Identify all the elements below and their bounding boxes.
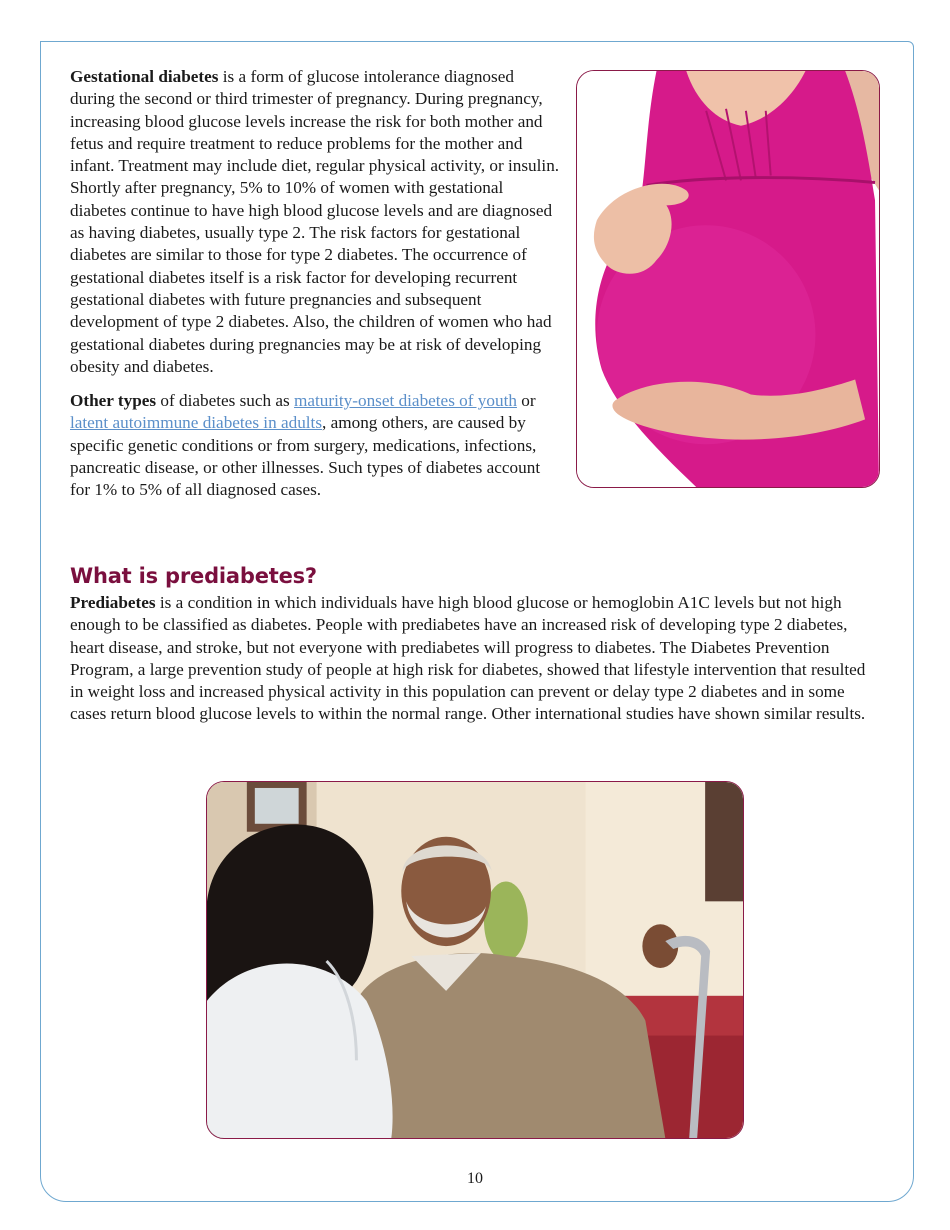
lada-link[interactable]: latent autoimmune diabetes in adults [70, 413, 323, 433]
left-column [70, 66, 562, 514]
other-types-paragraph [70, 390, 562, 501]
prediabetes-term: Prediabetes [70, 593, 156, 612]
prediabetes-text: is a condition in which individuals have high blood glucose or hemoglobin A1C levels but not high enough to be classified as diabetes. People with prediabetes have an increased risk of developing type 2 diabetes, heart disease, and stroke, but not everyone with prediabetes will progress to diabetes. The Diabetes Prevention Program, a large prevention study of people at high risk for diabetes, showed that lifestyle intervention that resulted in weight loss and increased physical activity in this population can prevent or delay type 2 diabetes and in some cases return blood glucose levels to within the normal range. Other international studies have shown similar results. [70, 593, 866, 724]
other-types-text-before: of diabetes such as [156, 391, 295, 411]
gestational-text: is a form of glucose intolerance diagnosed during the second or third trimester of pregnancy. During pregnancy, increasing blood glucose levels increase the risk for both mother and fetus and require treatment to reduce problems for the mother and infant. Treatment may include diet, regular physical activity, or insulin. Shortly after pregnancy, 5% to 10% of women with gestational diabetes continue to have high blood glucose levels and are diagnosed as having diabetes, usually type 2. The risk factors for gestational diabetes are similar to those for type 2 diabetes. The occurrence of gestational diabetes itself is a risk factor for developing recurrent gestational diabetes with future pregnancies and subsequent development of type 2 diabetes. Also, the children of women who had gestational diabetes during pregnancies may be at risk of developing obesity and diabetes. [70, 67, 560, 376]
doctor-patient-photo [206, 781, 744, 1139]
other-types-text-mid: or [516, 391, 536, 411]
gestational-paragraph [70, 66, 562, 378]
other-types-term: Other types [70, 391, 157, 411]
other-types-text-after: , among others, are caused by specific genetic conditions or from surgery, medications, infections, pancreatic disease, or other illnesses. Such types of diabetes account for 1% to 5% of all diagnosed cases. [70, 413, 541, 500]
page-number: 10 [467, 1170, 483, 1187]
gestational-term: Gestational diabetes [70, 67, 219, 86]
pregnant-woman-photo [576, 70, 880, 488]
mody-link[interactable]: maturity-onset diabetes of youth [294, 391, 517, 411]
prediabetes-paragraph [70, 592, 882, 726]
prediabetes-heading: What is prediabetes? [70, 564, 317, 588]
